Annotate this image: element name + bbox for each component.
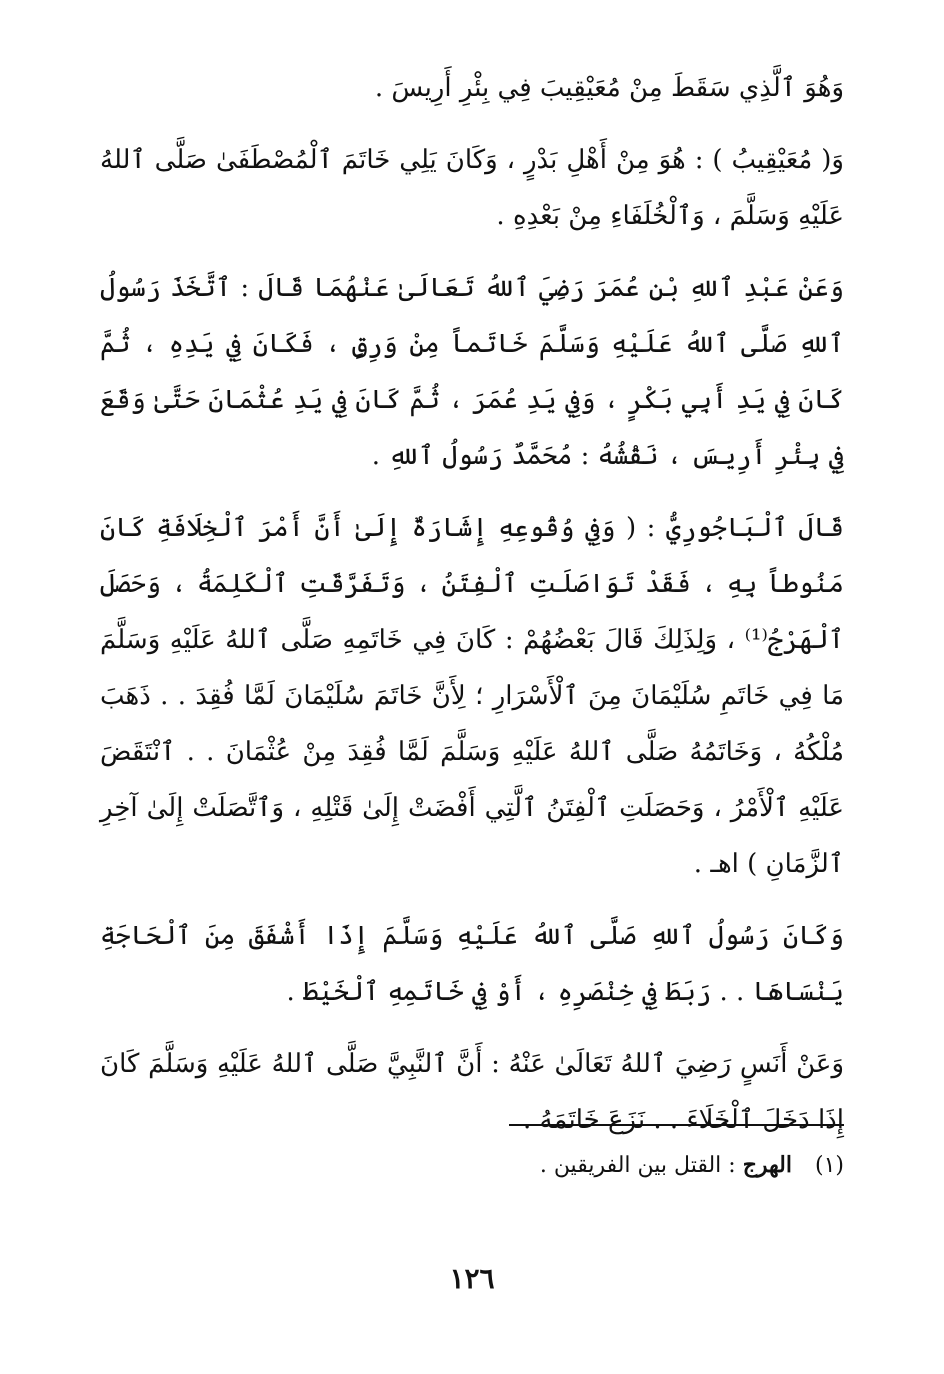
page-body	[100, 60, 844, 1148]
footnote-term: الهرج	[742, 1152, 792, 1178]
footnote	[540, 1150, 844, 1181]
paragraph: وَهُوَ ٱلَّذِي سَقَطَ مِنْ مُعَيْقِيبَ فِي بِئْرِ أَرِيسَ .	[374, 73, 844, 103]
footnote-divider	[509, 1124, 844, 1126]
footnote-text: : القتل بين الفريقين .	[539, 1153, 736, 1178]
paragraph: وَعَنْ عَبْدِ ٱللهِ بْنِ عُمَرَ رَضِيَ ٱللهُ تَعَالَىٰ عَنْهُمَا قَالَ : ٱتَّخَذَ رَسُولُ ٱللهِ صَلَّى ٱللهُ عَلَيْهِ وَسَلَّمَ خَاتَماً مِنْ وَرِقٍ ، فَكَانَ فِي يَدِهِ ، ثُمَّ كَانَ فِي يَدِ أَبِي بَكْرٍ ، وَفِي يَدِ عُمَرَ ، ثُمَّ كَانَ فِي يَدِ عُثْمَانَ حَتَّىٰ وَقَعَ فِي بِئْرِ أَرِيسَ ، نَقْشُهُ : مُحَمَّدٌ رَسُولُ ٱللهِ .	[100, 273, 844, 471]
paragraph: وَ( مُعَيْقِيبُ ) : هُوَ مِنْ أَهْلِ بَدْرٍ ، وَكَانَ يَلِي خَاتَمَ ٱلْمُصْطَفَىٰ صَلَّى ٱللهُ عَلَيْهِ وَسَلَّمَ ، وَٱلْخُلَفَاءِ مِنْ بَعْدِهِ .	[100, 145, 844, 231]
paragraph: وَعَنْ أَنَسٍ رَضِيَ ٱللهُ تَعَالَىٰ عَنْهُ : أَنَّ ٱلنَّبِيَّ صَلَّى ٱللهُ عَلَيْهِ وَسَلَّمَ كَانَ إِذَا دَخَلَ ٱلْخَلَاءَ . . نَزَعَ خَاتَمَهُ .	[100, 1049, 844, 1135]
paragraph: وَكَانَ رَسُولُ ٱللهِ صَلَّى ٱللهُ عَلَيْهِ وَسَلَّمَ إِذَا أَشْفَقَ مِنَ ٱلْحَاجَةِ يَنْسَاهَا . . رَبَطَ فِي خِنْصَرِهِ ، أَوْ فِي خَاتَمِهِ ٱلْخَيْطَ .	[100, 921, 844, 1007]
footnote-marker: (١)	[814, 1153, 844, 1178]
page-number: ١٢٦	[449, 1262, 495, 1295]
paragraph: قَالَ ٱلْبَاجُورِيُّ : ( وَفِي وُقُوعِهِ إِشَارَةٌ إِلَىٰ أَنَّ أَمْرَ ٱلْخِلَافَةِ كَانَ مَنُوطاً بِهِ ، فَقَدْ تَوَاصَلَتِ ٱلْفِتَنُ ، وَتَفَرَّقَتِ ٱلْكَلِمَةُ ، وَحَصَلَ ٱلْهَرْجُ⁽¹⁾ ، وَلِذَلِكَ قَالَ بَعْضُهُمْ : كَانَ فِي خَاتَمِهِ صَلَّى ٱللهُ عَلَيْهِ وَسَلَّمَ مَا فِي خَاتَمِ سُلَيْمَانَ مِنَ ٱلْأَسْرَارِ ؛ لِأَنَّ خَاتَمَ سُلَيْمَانَ لَمَّا فُقِدَ . . ذَهَبَ مُلْكُهُ ، وَخَاتَمُهُ صَلَّى ٱللهُ عَلَيْهِ وَسَلَّمَ لَمَّا فُقِدَ مِنْ عُثْمَانَ . . ٱنْتَقَضَ عَلَيْهِ ٱلْأَمْرُ ، وَحَصَلَتِ ٱلْفِتَنُ ٱلَّتِي أَفْضَتْ إِلَىٰ قَتْلِهِ ، وَٱتَّصَلَتْ إِلَىٰ آخِرِ ٱلزَّمَانِ ) اهـ .	[100, 513, 844, 879]
